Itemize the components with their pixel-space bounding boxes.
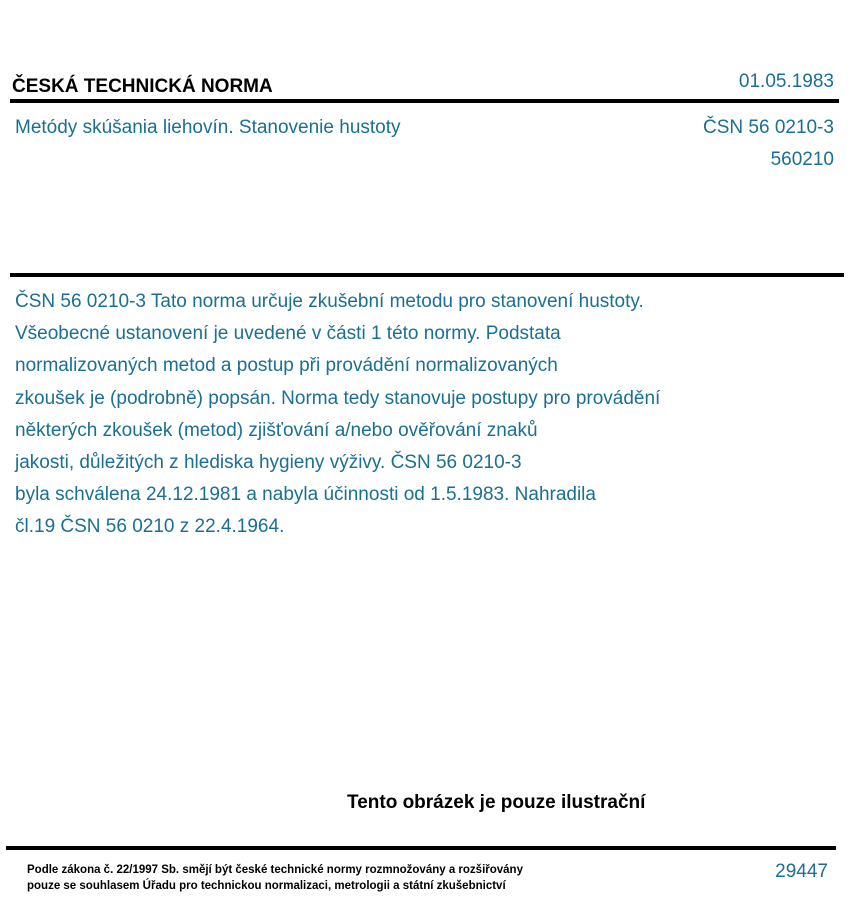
abstract-line: zkoušek je (podrobně) popsán. Norma tedy stanovuje postupy pro provádění (15, 387, 661, 409)
footer-divider (6, 846, 836, 850)
document-title: Metódy skúšania liehovín. Stanovenie hustoty (15, 117, 401, 138)
top-divider (10, 99, 839, 103)
legal-notice (27, 862, 523, 894)
section-divider (10, 273, 844, 277)
legal-line: Podle zákona č. 22/1997 Sb. smějí být české technické normy rozmnožovány a rozšiřovány (27, 864, 523, 876)
publication-date: 01.05.1983 (738, 71, 834, 92)
standard-number: ČSN 56 0210-3 (703, 117, 834, 138)
standard-type-heading: ČESKÁ TECHNICKÁ NORMA (12, 76, 273, 97)
abstract-text (15, 286, 805, 544)
abstract-line: normalizovaných metod a postup při provádění normalizovaných (15, 355, 558, 377)
classification-code: 560210 (770, 149, 834, 170)
abstract-line: byla schválena 24.12.1981 a nabyla účinnosti od 1.5.1983. Nahradila (15, 484, 596, 506)
abstract-line: ČSN 56 0210-3 Tato norma určuje zkušební metodu pro stanovení hustoty. (15, 291, 644, 312)
document-id: 29447 (775, 861, 828, 882)
abstract-line: Všeobecné ustanovení je uvedené v části 1 této normy. Podstata (15, 323, 561, 345)
abstract-line: některých zkoušek (metod) zjišťování a/nebo ověřování znaků (15, 419, 538, 441)
abstract-line: jakosti, důležitých z hlediska hygieny výživy. ČSN 56 0210-3 (15, 452, 522, 474)
abstract-line: čl.19 ČSN 56 0210 z 22.4.1964. (15, 516, 285, 538)
illustrative-notice: Tento obrázek je pouze ilustrační (347, 792, 646, 813)
legal-line: pouze se souhlasem Úřadu pro technickou normalizaci, metrologii a státní zkušebnictví (27, 880, 506, 892)
